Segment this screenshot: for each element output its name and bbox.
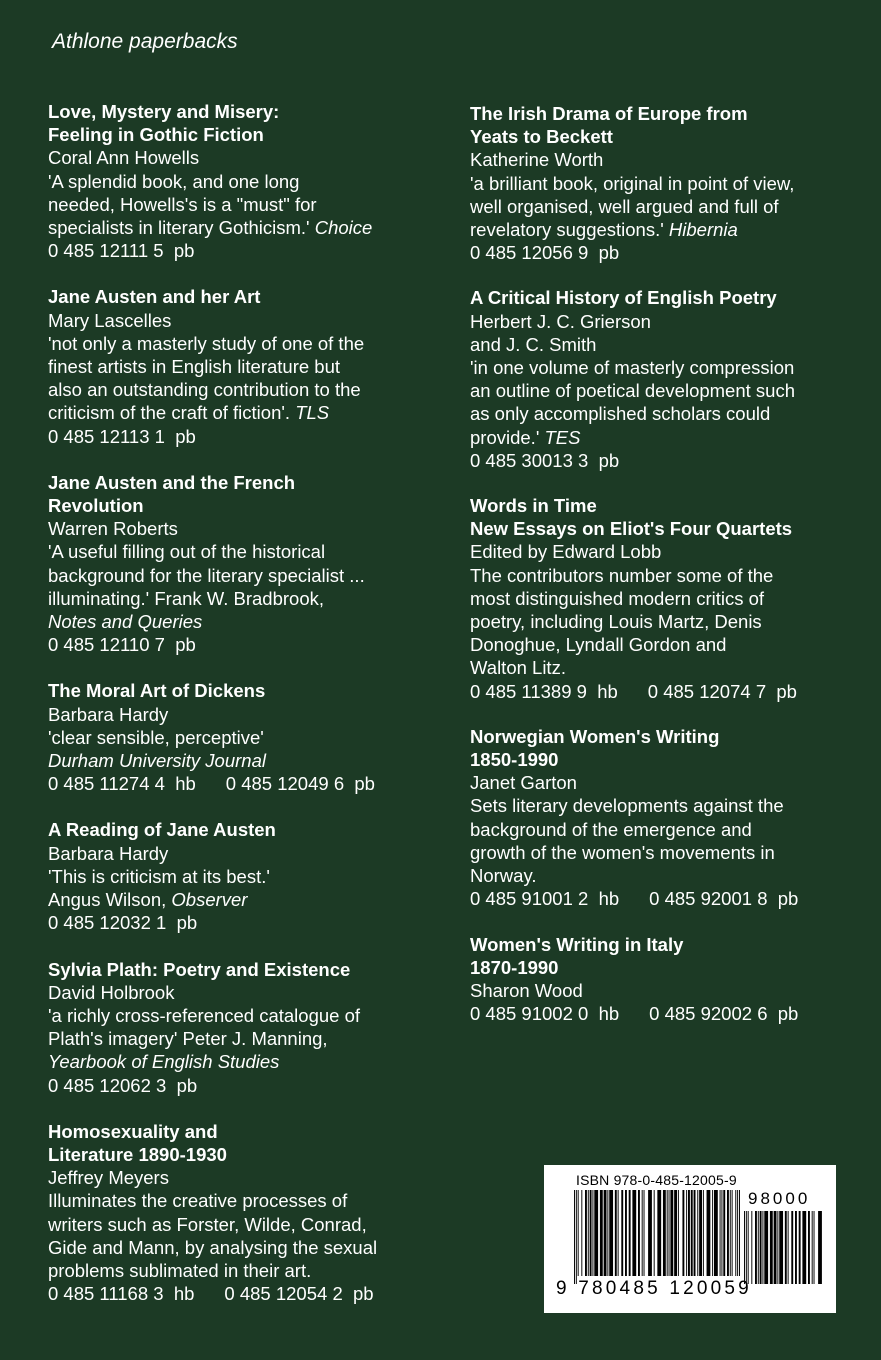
review-line — [470, 379, 865, 402]
barcode-bar — [674, 1190, 677, 1276]
book-title: Revolution — [48, 495, 144, 517]
review-text: an outline of poetical development such — [470, 380, 795, 402]
review-line — [470, 841, 865, 864]
review-text: 'clear sensible, perceptive' — [48, 726, 264, 748]
review-line — [470, 656, 865, 679]
review-text: 'A useful filling out of the historical — [48, 541, 326, 563]
barcode-bar — [688, 1190, 690, 1276]
review-line — [48, 610, 443, 633]
review-text: growth of the women's movements in — [470, 841, 775, 863]
barcode-bar — [727, 1190, 729, 1276]
barcode-bar — [625, 1190, 627, 1276]
review-text: illuminating.' Frank W. Bradbrook, — [48, 587, 325, 609]
left-column — [48, 100, 443, 1328]
isbn-line — [48, 911, 443, 934]
series-title: Athlone paperbacks — [52, 30, 238, 53]
review-line — [48, 749, 443, 772]
review-text: finest artists in English literature but — [48, 356, 341, 378]
review-text: as only accomplished scholars could — [470, 403, 771, 425]
review-text: writers such as Forster, Wilde, Conrad, — [48, 1213, 367, 1235]
review-line — [470, 794, 865, 817]
review-line — [470, 195, 865, 218]
barcode-bar — [642, 1190, 643, 1276]
review-source: Notes and Queries — [48, 611, 203, 633]
barcode-bar — [678, 1190, 679, 1276]
barcode-bar — [774, 1211, 777, 1284]
barcode-bar — [730, 1190, 731, 1276]
review-line — [48, 1213, 443, 1236]
barcode-bar — [760, 1211, 762, 1284]
review-line — [48, 355, 443, 378]
book-author: Herbert J. C. Grierson — [470, 310, 651, 332]
book-author: Jeffrey Meyers — [48, 1167, 169, 1189]
book-subtitle: New Essays on Eliot's Four Quartets — [470, 518, 793, 540]
addon-digits: 98000 — [748, 1189, 811, 1208]
barcode-bar — [699, 1190, 702, 1276]
review-line — [470, 356, 865, 379]
book-title: Feeling in Gothic Fiction — [48, 124, 264, 146]
isbn-label: ISBN 978-0-485-12005-9 — [576, 1172, 737, 1188]
barcode-bar — [578, 1190, 579, 1276]
barcode-bar — [697, 1190, 698, 1276]
isbn-number: 0 485 30013 3 pb — [470, 449, 620, 471]
book-title: Yeats to Beckett — [470, 126, 613, 148]
review-text: The contributors number some of the — [470, 564, 774, 586]
review-line — [48, 888, 443, 911]
book-author: Barbara Hardy — [48, 842, 169, 864]
isbn-number: 0 485 11274 4 hb — [48, 773, 196, 795]
review-line — [470, 610, 865, 633]
review-text: criticism of the craft of fiction'. — [48, 402, 296, 424]
review-text: 'in one volume of masterly compression — [470, 357, 795, 379]
barcode-bar — [812, 1211, 813, 1284]
review-text: 'a brilliant book, original in point of view, — [470, 172, 795, 194]
review-text: 'This is criticism at its best.' — [48, 865, 270, 887]
barcode-bar — [581, 1190, 582, 1276]
barcode-bar — [764, 1211, 768, 1284]
barcode-bar — [629, 1190, 631, 1276]
book-title: Norwegian Women's Writing — [470, 725, 720, 747]
book-entry — [48, 818, 443, 934]
book-author: Coral Ann Howells — [48, 147, 200, 169]
review-text: Norway. — [470, 865, 537, 887]
review-line — [48, 216, 443, 239]
book-title: The Moral Art of Dickens — [48, 680, 266, 702]
barcode-bar — [732, 1190, 733, 1276]
review-line — [48, 1050, 443, 1073]
isbn-number: 0 485 12054 2 pb — [224, 1283, 374, 1305]
book-title: The Irish Drama of Europe from — [470, 103, 748, 124]
isbn-number: 0 485 11389 9 hb — [470, 680, 618, 702]
review-text: needed, Howells's is a "must" for — [48, 193, 317, 215]
barcode-bar — [594, 1190, 598, 1276]
barcode-bar — [795, 1211, 797, 1284]
review-text: background for the literary specialist ... — [48, 564, 365, 586]
book-entry — [48, 285, 443, 447]
book-author: Katherine Worth — [470, 149, 604, 171]
barcode-bar — [818, 1211, 822, 1284]
book-title: Love, Mystery and Misery: — [48, 101, 280, 122]
isbn-number: 0 485 12049 6 pb — [225, 773, 375, 795]
barcode-bar — [802, 1211, 806, 1284]
book-title: Words in Time — [470, 495, 597, 517]
barcode-bar — [638, 1190, 640, 1276]
barcode-bar — [758, 1211, 759, 1284]
book-title: A Critical History of English Poetry — [470, 287, 777, 309]
review-line — [48, 1027, 443, 1050]
barcode-bar — [739, 1190, 740, 1276]
review-text: provide.' — [470, 426, 545, 448]
book-author: Edited by Edward Lobb — [470, 541, 662, 563]
review-line — [48, 1236, 443, 1259]
barcode-bar — [748, 1211, 749, 1284]
isbn-number: 0 485 12056 9 pb — [470, 242, 620, 264]
isbn-number: 0 485 12074 7 pb — [647, 680, 797, 702]
review-text: Plath's imagery' Peter J. Manning, — [48, 1028, 328, 1050]
barcode-bar — [592, 1190, 593, 1276]
review-line — [48, 726, 443, 749]
barcode-bar — [703, 1190, 704, 1276]
barcode-bar — [663, 1190, 666, 1276]
book-author: Sharon Wood — [470, 979, 583, 1001]
review-line — [48, 540, 443, 563]
barcode-bar — [707, 1190, 711, 1276]
review-text: Sets literary developments against the — [470, 795, 784, 817]
review-line — [470, 864, 865, 887]
isbn-number: 0 485 12111 5 pb — [48, 240, 195, 262]
isbn-line — [48, 772, 443, 795]
barcode-bar — [814, 1211, 815, 1284]
review-source: Choice — [314, 217, 373, 239]
isbn-line — [470, 1002, 865, 1025]
barcode-bar — [746, 1211, 747, 1284]
barcode-bar — [751, 1211, 752, 1284]
book-author: Mary Lascelles — [48, 309, 172, 331]
review-text: most distinguished modern critics of — [470, 587, 765, 609]
right-column — [470, 102, 865, 1047]
isbn-number: 0 485 11168 3 hb — [48, 1283, 195, 1305]
review-text: 'not only a masterly study of one of the — [48, 332, 365, 354]
barcode-bar — [585, 1190, 587, 1276]
isbn-line — [48, 1282, 443, 1305]
book-entry — [48, 679, 443, 795]
book-author: and J. C. Smith — [470, 333, 597, 355]
review-line — [48, 865, 443, 888]
book-author: David Holbrook — [48, 981, 175, 1003]
barcode-bar — [770, 1211, 773, 1284]
barcode-bar — [779, 1211, 783, 1284]
barcode-bar — [609, 1190, 613, 1276]
isbn-number: 0 485 12032 1 pb — [48, 912, 198, 934]
isbn-number: 0 485 91001 2 hb — [470, 888, 620, 910]
isbn-line — [470, 241, 865, 264]
barcode-bar — [654, 1190, 655, 1276]
isbn-number: 0 485 12110 7 pb — [48, 634, 196, 656]
book-entry — [48, 958, 443, 1097]
review-text: Gide and Mann, by analysing the sexual — [48, 1236, 378, 1258]
book-entry — [470, 933, 865, 1026]
book-entry — [470, 102, 865, 264]
addon-barcode-bars — [744, 1211, 826, 1284]
review-text: revelatory suggestions.' — [470, 219, 669, 241]
review-text: well organised, well argued and full of — [470, 195, 779, 217]
barcode-bar — [618, 1190, 619, 1276]
review-source: Hibernia — [668, 219, 738, 241]
review-text: 'a richly cross-referenced catalogue of — [48, 1004, 361, 1026]
isbn-line — [470, 887, 865, 910]
book-entry — [48, 471, 443, 657]
barcode-bar — [621, 1190, 623, 1276]
review-text: problems sublimated in their art. — [48, 1259, 312, 1281]
barcode-bar — [799, 1211, 801, 1284]
review-line — [470, 402, 865, 425]
review-text: Donoghue, Lyndall Gordon and — [470, 634, 727, 656]
barcode-bar — [682, 1190, 684, 1276]
ean-digits: 9 780485 120059 — [556, 1278, 752, 1299]
book-title: Sylvia Plath: Poetry and Existence — [48, 958, 351, 980]
barcode-bar — [669, 1190, 670, 1276]
barcode-bars — [574, 1190, 744, 1284]
isbn-number: 0 485 91002 0 hb — [470, 1003, 620, 1025]
review-line — [470, 633, 865, 656]
isbn-barcode — [544, 1165, 836, 1313]
book-entry — [470, 725, 865, 911]
isbn-line — [48, 425, 443, 448]
review-line — [48, 193, 443, 216]
barcode-bar — [737, 1190, 738, 1276]
book-author: Janet Garton — [470, 772, 577, 794]
barcode-bar — [788, 1211, 789, 1284]
barcode-bar — [590, 1190, 592, 1276]
review-line — [48, 564, 443, 587]
review-line — [470, 587, 865, 610]
isbn-line — [48, 239, 443, 262]
barcode-bar — [755, 1211, 757, 1284]
barcode-bar — [691, 1190, 693, 1276]
barcode-bar — [744, 1211, 745, 1284]
barcode-bar — [615, 1190, 617, 1276]
barcode-bar — [808, 1211, 810, 1284]
book-title: Women's Writing in Italy — [470, 933, 684, 955]
review-line — [48, 1189, 443, 1212]
review-line — [48, 1259, 443, 1282]
isbn-line — [48, 633, 443, 656]
barcode-bar — [791, 1211, 793, 1284]
review-line — [470, 426, 865, 449]
barcode-bar — [632, 1190, 636, 1276]
review-source: Observer — [171, 889, 248, 911]
barcode-bar — [735, 1190, 736, 1276]
isbn-number: 0 485 12113 1 pb — [48, 425, 196, 447]
barcode-bar — [777, 1211, 778, 1284]
review-text: poetry, including Louis Martz, Denis — [470, 611, 762, 633]
review-text: Walton Litz. — [470, 657, 566, 679]
review-line — [470, 172, 865, 195]
barcode-bar — [600, 1190, 603, 1276]
barcode-bar — [576, 1190, 577, 1284]
book-entry — [48, 1120, 443, 1306]
review-line — [470, 218, 865, 241]
barcode-bar — [785, 1211, 787, 1284]
book-entry — [470, 494, 865, 703]
review-source: Durham University Journal — [48, 750, 266, 772]
review-line — [48, 332, 443, 355]
book-entry — [48, 100, 443, 262]
review-line — [48, 378, 443, 401]
review-line — [48, 587, 443, 610]
barcode-bar — [694, 1190, 696, 1276]
review-source: TES — [544, 426, 581, 448]
barcode-bar — [762, 1211, 763, 1284]
barcode-bar — [588, 1190, 589, 1276]
book-title: Jane Austen and the French — [48, 471, 296, 493]
review-line — [48, 170, 443, 193]
isbn-number: 0 485 92001 8 pb — [649, 888, 799, 910]
book-title: Literature 1890-1930 — [48, 1143, 227, 1165]
book-entry — [470, 286, 865, 472]
barcode-bar — [670, 1190, 673, 1276]
review-line — [48, 401, 443, 424]
book-author: Barbara Hardy — [48, 703, 169, 725]
review-source: TLS — [295, 402, 330, 424]
isbn-line — [470, 680, 865, 703]
barcode-bar — [686, 1190, 687, 1276]
barcode-bar — [648, 1190, 652, 1276]
review-source: Yearbook of English Studies — [48, 1051, 280, 1073]
review-line — [470, 564, 865, 587]
barcode-bar — [720, 1190, 721, 1276]
barcode-bar — [657, 1190, 661, 1276]
barcode-bar — [604, 1190, 607, 1276]
isbn-number: 0 485 12062 3 pb — [48, 1074, 198, 1096]
barcode-bar — [712, 1190, 713, 1276]
barcode-bar — [607, 1190, 608, 1276]
isbn-line — [470, 449, 865, 472]
barcode-bar — [714, 1190, 718, 1276]
review-line — [48, 1004, 443, 1027]
book-title: Jane Austen and her Art — [48, 286, 261, 308]
review-line — [470, 818, 865, 841]
book-title: 1870-1990 — [470, 956, 559, 978]
barcode-bar — [721, 1190, 722, 1276]
isbn-line — [48, 1074, 443, 1097]
book-title: A Reading of Jane Austen — [48, 819, 276, 841]
book-title: 1850-1990 — [470, 749, 559, 771]
isbn-number: 0 485 92002 6 pb — [649, 1003, 799, 1025]
book-title: Homosexuality and — [48, 1120, 218, 1142]
review-text: specialists in literary Gothicism.' — [48, 217, 315, 239]
review-text: Angus Wilson, — [48, 889, 172, 911]
review-text: background of the emergence and — [470, 818, 752, 840]
book-author: Warren Roberts — [48, 518, 178, 540]
review-text: 'A splendid book, and one long — [48, 170, 300, 192]
review-text: Illuminates the creative processes of — [48, 1190, 348, 1212]
barcode-bar — [723, 1190, 725, 1276]
review-text: also an outstanding contribution to the — [48, 379, 361, 401]
barcode-bar — [667, 1190, 668, 1276]
barcode-bar — [574, 1190, 575, 1284]
barcode-bar — [644, 1190, 645, 1276]
